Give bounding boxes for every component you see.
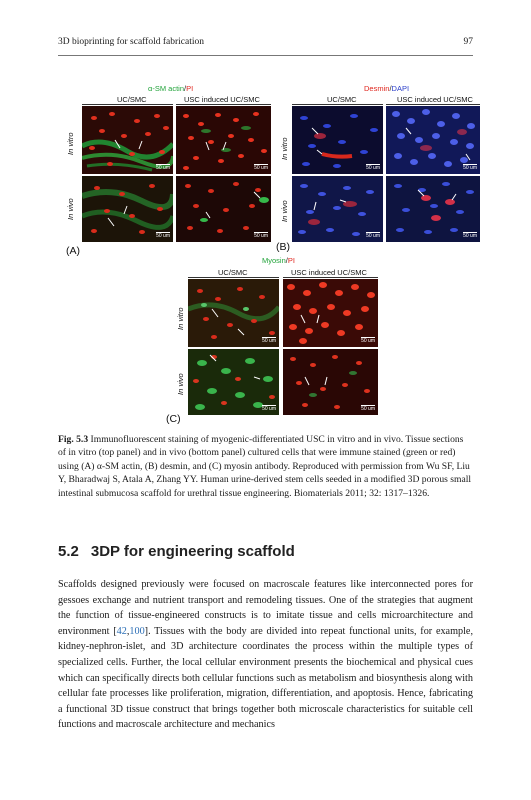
panel-b-invitro-ucsmc-image — [292, 106, 383, 174]
panel-c-invitro-ucsmc-image — [188, 279, 279, 347]
figure-caption — [58, 433, 473, 500]
panel-c-col-label-1: UC/SMC — [218, 268, 248, 277]
page-number: 97 — [463, 37, 473, 47]
panel-c-invivo-usc-image — [283, 349, 378, 415]
panel-a-col-rule-1 — [82, 104, 173, 105]
header-rule — [58, 55, 473, 56]
panel-b-invivo-ucsmc-image — [292, 176, 383, 242]
panel-a-row-label-2: In vivo — [66, 198, 75, 220]
scale-bar: 50 um — [366, 233, 380, 239]
panel-b-col-label-1: UC/SMC — [327, 95, 357, 104]
panel-c-letter: (C) — [166, 413, 181, 425]
scale-bar: 50 um — [361, 338, 375, 344]
figure-caption-text: Immunofluorescent staining of myogenic-differentiated USC in vitro and in vivo. Tissue sections of in vitro (top panel) and in vivo (bottom panel) cultured cells that were immune stained (green or red) using (A) α-SM actin, (B) desmin, and (C) myosin antibody. Reproduced with permission from Wu SF, Liu Y, Bharadwaj S, Atala A, Zhang YY. Human urine-derived stem cells seeded in a modified 3D porous small intestinal submucosa scaffold for urethral tissue engineering. Biomaterials 2011; 32: 1317–1326. — [58, 434, 472, 499]
panel-c-stain-counter: PI — [287, 256, 295, 265]
panel-b-row-label-1: In vitro — [280, 137, 289, 160]
panel-a-row-label-1: In vitro — [66, 132, 75, 155]
panel-c-stain-separator: / — [285, 256, 288, 265]
scale-bar: 50 um — [463, 233, 477, 239]
panel-a-stain-primary: α-SM actin — [148, 84, 185, 93]
panel-b-invivo-usc-image — [386, 176, 480, 242]
panel-a-col-rule-2 — [176, 104, 271, 105]
panel-b-col-label-2: USC induced UC/SMC — [397, 95, 473, 104]
panel-c-col-label-2: USC induced UC/SMC — [291, 268, 367, 277]
scale-bar: 50 um — [262, 406, 276, 412]
section-title: 3DP for engineering scaffold — [90, 543, 295, 560]
scale-bar: 50 um — [463, 165, 477, 171]
panel-a-stain-counter: PI — [186, 84, 194, 93]
panel-c-col-rule-2 — [283, 277, 378, 278]
citation-link-42[interactable]: 42 — [116, 625, 127, 637]
panel-b-letter: (B) — [276, 241, 290, 253]
panel-b-col-rule-1 — [292, 104, 383, 105]
panel-b-stain-primary: Desmin — [364, 84, 390, 93]
panel-b-stain-separator: / — [389, 84, 392, 93]
scale-bar: 50 um — [156, 165, 170, 171]
panel-a-col-label-2: USC induced UC/SMC — [184, 95, 260, 104]
panel-a-invivo-ucsmc-image — [82, 176, 173, 242]
panel-c-col-rule-1 — [188, 277, 279, 278]
body-paragraph — [58, 577, 473, 733]
panel-c-stain-title — [262, 256, 295, 265]
body-text-part-2: ]. Tissues with the body are divided into repeat functional units, for example, kidney-nephron-islet, and 3D architecture coordinates the process within the multiple types of specialized cells. Further, the local cellular environment presents the biochemical and physical cues which can specifically directs both cellular functions such as metabolism and biosynthesis along with cellular fate processes like proliferation, migration, differentiation, and apoptosis. Hence, fabricating a functional 3D tissue construct that brings together both microscale characteristics for suitable cell functions and macroscale architecture and mechanics — [58, 625, 473, 731]
panel-a-col-label-1: UC/SMC — [117, 95, 147, 104]
body-text-part-1: Scaffolds designed previously were focused on macroscale features like interconnected pores for gessoes exchange and nutrient transport and remodeling tissues. One of the strategies that augment the function of tissue-engineered constructs is to imitate tissue and cells microarchitecture and environment [ — [58, 579, 473, 637]
scale-bar: 50 um — [262, 338, 276, 344]
panel-b-row-label-2: In vivo — [280, 200, 289, 222]
running-title: 3D bioprinting for scaffold fabrication — [58, 37, 204, 47]
panel-a-invitro-ucsmc-image — [82, 106, 173, 174]
panel-c-invivo-ucsmc-image — [188, 349, 279, 415]
panel-c-stain-primary: Myosin — [262, 256, 286, 265]
panel-c-row-label-1: In vitro — [176, 307, 185, 330]
scale-bar: 50 um — [156, 233, 170, 239]
section-number: 5.2 — [58, 543, 79, 560]
scale-bar: 50 um — [361, 406, 375, 412]
section-heading — [58, 543, 473, 560]
panel-b-invitro-usc-image — [386, 106, 480, 174]
panel-c-invitro-usc-image — [283, 279, 378, 347]
panel-a-invivo-usc-image — [176, 176, 271, 242]
scale-bar: 50 um — [254, 165, 268, 171]
panel-a-letter: (A) — [66, 245, 80, 257]
scale-bar: 50 um — [254, 233, 268, 239]
panel-a-stain-separator: / — [184, 84, 187, 93]
panel-b-col-rule-2 — [386, 104, 480, 105]
scale-bar: 50 um — [366, 165, 380, 171]
panel-a-invitro-usc-image — [176, 106, 271, 174]
panel-c-row-label-2: In vivo — [176, 373, 185, 395]
running-header — [58, 37, 473, 51]
panel-b-stain-counter: DAPI — [391, 84, 410, 93]
panel-b-stain-title — [364, 84, 409, 93]
citation-link-100[interactable]: 100 — [129, 625, 145, 637]
citation-separator: , — [126, 625, 130, 637]
figure-caption-label: Fig. 5.3 — [58, 434, 89, 445]
panel-a-stain-title — [148, 84, 193, 93]
